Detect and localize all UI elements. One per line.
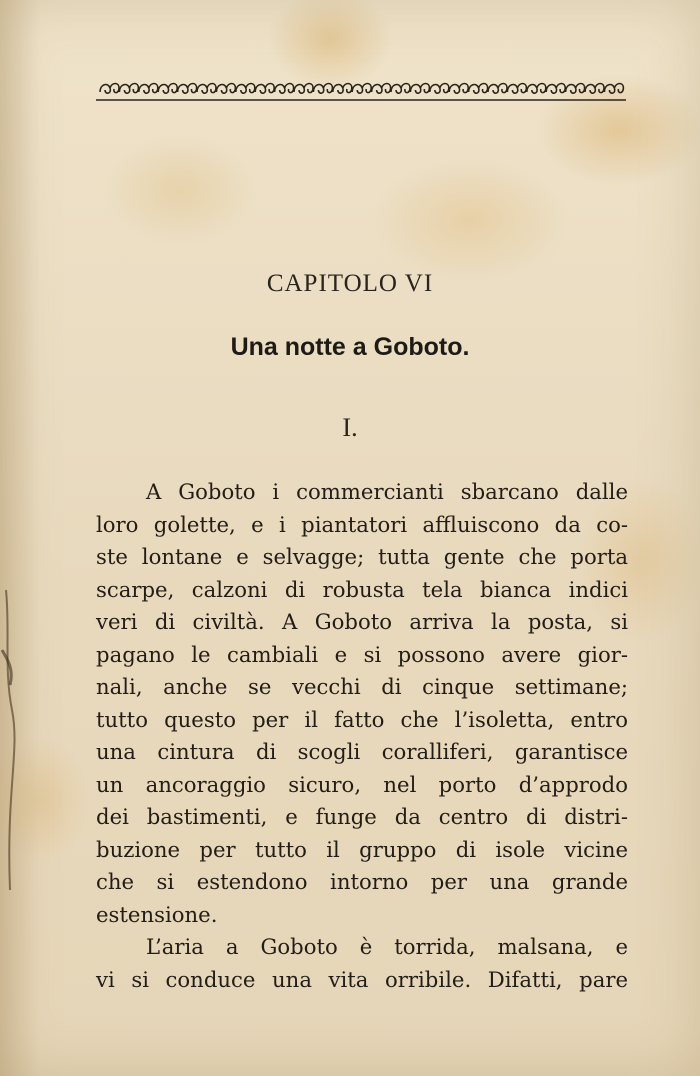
ornament-scroll: [216, 84, 235, 94]
text-line: che si estendono intorno per una grande: [96, 869, 628, 894]
page-crease: [0, 590, 22, 890]
body-text: [96, 476, 628, 996]
ornament-scroll: [391, 84, 410, 94]
text-line: veri di civiltà. A Goboto arriva la posta, si: [96, 609, 628, 634]
ornament-scroll: [100, 84, 119, 94]
text-line: A Goboto i commercianti sbarcano dalle: [146, 479, 628, 504]
ornament-scroll: [352, 84, 371, 94]
text-line: un ancoraggio sicuro, nel porto d’approdo: [96, 771, 628, 797]
ornament-scroll: [469, 84, 488, 94]
text-line: tutto questo per il fatto che l’isoletta, entro: [96, 706, 628, 732]
ornament-scroll: [527, 84, 546, 94]
ornament-scroll: [507, 84, 526, 94]
text-line: estensione.: [96, 901, 218, 927]
text-line: ste lontane e selvagge; tutta gente che porta: [96, 544, 628, 569]
chapter-heading: CAPITOLO VI: [266, 270, 434, 297]
ornament-scroll: [158, 84, 177, 94]
ornament-scroll: [119, 84, 138, 94]
text-line: loro golette, e i piantatori affluiscono da co-: [96, 511, 628, 537]
text-line: L’aria a Goboto è torrida, malsana, e: [146, 934, 628, 959]
ornament-scroll: [585, 84, 604, 94]
text-line: pagano le cambiali e si possono avere gior-: [96, 641, 628, 667]
ornament-scroll: [178, 84, 197, 94]
ornament-scroll: [372, 84, 391, 94]
text-line: una cintura di scogli coralliferi, garantisce: [96, 739, 628, 764]
ornament-scroll: [139, 84, 158, 94]
ornamental-border: [96, 76, 626, 106]
ornament-scroll: [488, 84, 507, 94]
section-number: I.: [342, 413, 358, 442]
ornament-scroll: [333, 84, 352, 94]
ornament-scroll: [236, 84, 255, 94]
ornament-scroll: [546, 84, 565, 94]
text-line: scarpe, calzoni di robusta tela bianca indici: [96, 576, 628, 602]
ornament-scroll: [313, 84, 332, 94]
ornament-scroll: [449, 84, 468, 94]
text-line: dei bastimenti, e funge da centro di distri-: [96, 804, 628, 829]
ornament-scroll: [275, 84, 294, 94]
text-line: buzione per tutto il gruppo di isole vicine: [96, 836, 628, 862]
text-line: vi si conduce una vita orribile. Difatti, pare: [96, 966, 628, 992]
ornament-scroll: [197, 84, 216, 94]
chapter-title: Una notte a Goboto.: [230, 333, 470, 361]
ornament-scroll: [430, 84, 449, 94]
ornament-scroll: [566, 84, 585, 94]
text-line: nali, anche se vecchi di cinque settimane;: [96, 674, 628, 699]
ornament-scroll: [294, 84, 313, 94]
ornament-scroll: [255, 84, 274, 94]
ornament-scroll: [410, 84, 429, 94]
ornament-scroll: [604, 84, 623, 94]
